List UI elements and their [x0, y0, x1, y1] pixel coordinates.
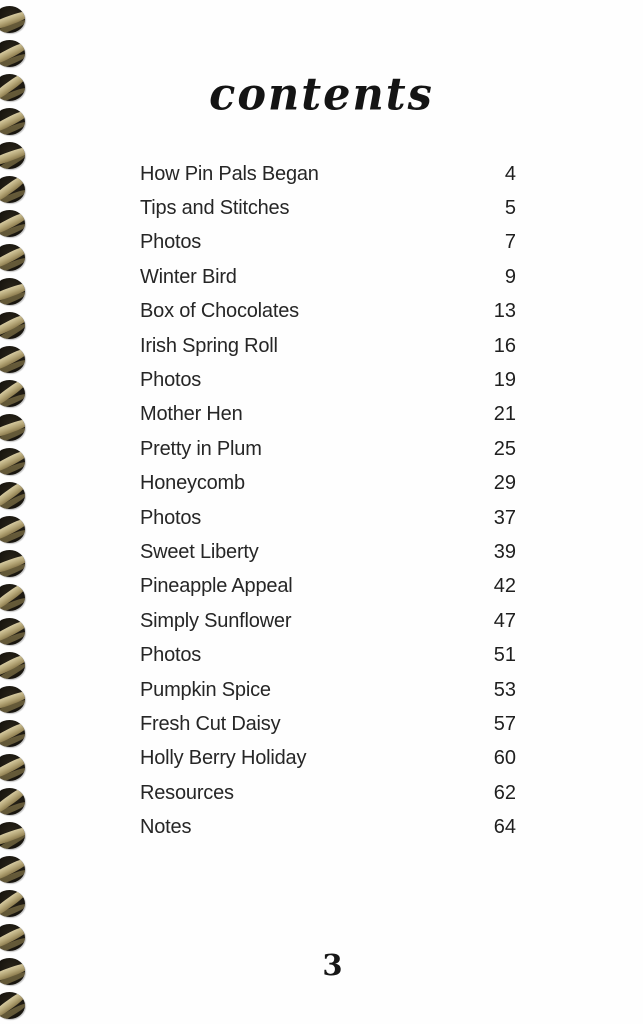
- toc-entry-page-number: 19: [493, 369, 516, 392]
- toc-entry-title: Pineapple Appeal: [140, 575, 293, 598]
- toc-entry: [140, 226, 516, 260]
- toc-entry: [140, 604, 516, 638]
- toc-entry-page-number: 13: [493, 300, 516, 323]
- spiral-coil: [0, 40, 25, 67]
- toc-entry: [140, 501, 516, 535]
- toc-entry-page-number: 37: [493, 506, 516, 529]
- table-of-contents: [140, 157, 516, 845]
- spiral-coil: [0, 142, 25, 169]
- spiral-coil: [0, 380, 25, 407]
- toc-entry: [140, 742, 516, 776]
- toc-entry: [140, 295, 516, 329]
- toc-entry-title: How Pin Pals Began: [140, 162, 319, 185]
- toc-entry-title: Simply Sunflower: [140, 609, 292, 632]
- toc-entry-page-number: 39: [493, 540, 516, 563]
- toc-entry: [140, 191, 516, 225]
- spiral-coil: [0, 550, 25, 577]
- spiral-coil: [0, 788, 25, 815]
- toc-entry-title: Pumpkin Spice: [140, 678, 271, 701]
- toc-entry-title: Pretty in Plum: [140, 437, 262, 460]
- toc-entry: [140, 467, 516, 501]
- spiral-coil: [0, 754, 25, 781]
- spiral-coil: [0, 108, 25, 135]
- spiral-coil: [0, 516, 25, 543]
- toc-entry: [140, 810, 516, 844]
- toc-entry-page-number: 51: [493, 644, 516, 667]
- page-number: 3: [322, 948, 343, 982]
- toc-entry-page-number: 62: [493, 781, 516, 804]
- spiral-coil: [0, 584, 25, 611]
- spiral-coil: [0, 210, 25, 237]
- toc-entry: [140, 638, 516, 672]
- toc-entry-page-number: 53: [493, 678, 516, 701]
- toc-entry-title: Holly Berry Holiday: [140, 747, 307, 770]
- spiral-coil: [0, 890, 25, 917]
- spiral-coil: [0, 448, 25, 475]
- spiral-binding: [0, 6, 25, 1019]
- toc-entry-title: Tips and Stitches: [140, 197, 290, 220]
- spiral-coil: [0, 720, 25, 747]
- page-title: contents: [209, 68, 434, 122]
- toc-entry: [140, 329, 516, 363]
- toc-entry-title: Resources: [140, 781, 234, 804]
- toc-entry-title: Irish Spring Roll: [140, 334, 278, 357]
- toc-entry: [140, 157, 516, 191]
- toc-entry-page-number: 25: [493, 437, 516, 460]
- toc-entry-title: Fresh Cut Daisy: [140, 712, 281, 735]
- spiral-coil: [0, 278, 25, 305]
- toc-entry: [140, 776, 516, 810]
- spiral-coil: [0, 856, 25, 883]
- toc-entry-page-number: 60: [493, 747, 516, 770]
- toc-entry-title: Sweet Liberty: [140, 540, 259, 563]
- toc-entry: [140, 398, 516, 432]
- spiral-coil: [0, 74, 25, 101]
- toc-entry-page-number: 16: [493, 334, 516, 357]
- spiral-coil: [0, 992, 25, 1019]
- spiral-coil: [0, 618, 25, 645]
- toc-entry: [140, 535, 516, 569]
- toc-entry-title: Mother Hen: [140, 403, 243, 426]
- toc-entry-page-number: 5: [504, 197, 516, 220]
- toc-entry: [140, 673, 516, 707]
- toc-entry: [140, 570, 516, 604]
- toc-entry-title: Box of Chocolates: [140, 300, 299, 323]
- toc-entry-title: Photos: [140, 231, 202, 254]
- toc-entry-page-number: 4: [504, 162, 516, 185]
- toc-entry: [140, 432, 516, 466]
- spiral-coil: [0, 924, 25, 951]
- spiral-coil: [0, 822, 25, 849]
- spiral-coil: [0, 958, 25, 985]
- toc-entry-page-number: 64: [493, 816, 516, 839]
- toc-entry: [140, 363, 516, 397]
- toc-entry-title: Winter Bird: [140, 265, 237, 288]
- spiral-coil: [0, 312, 25, 339]
- toc-entry-page-number: 42: [493, 575, 516, 598]
- toc-entry-page-number: 29: [493, 472, 516, 495]
- spiral-coil: [0, 346, 25, 373]
- spiral-coil: [0, 244, 25, 271]
- toc-entry-page-number: 47: [493, 609, 516, 632]
- spiral-coil: [0, 686, 25, 713]
- spiral-coil: [0, 482, 25, 509]
- spiral-coil: [0, 414, 25, 441]
- toc-entry-title: Photos: [140, 506, 202, 529]
- spiral-coil: [0, 652, 25, 679]
- toc-entry-title: Honeycomb: [140, 472, 245, 495]
- toc-entry-title: Photos: [140, 644, 202, 667]
- toc-entry-page-number: 57: [493, 712, 516, 735]
- toc-entry: [140, 707, 516, 741]
- toc-entry: [140, 260, 516, 294]
- toc-entry-page-number: 21: [493, 403, 516, 426]
- toc-entry-title: Photos: [140, 369, 202, 392]
- spiral-coil: [0, 176, 25, 203]
- toc-entry-title: Notes: [140, 816, 192, 839]
- toc-entry-page-number: 7: [504, 231, 516, 254]
- spiral-coil: [0, 6, 25, 33]
- toc-entry-page-number: 9: [504, 265, 516, 288]
